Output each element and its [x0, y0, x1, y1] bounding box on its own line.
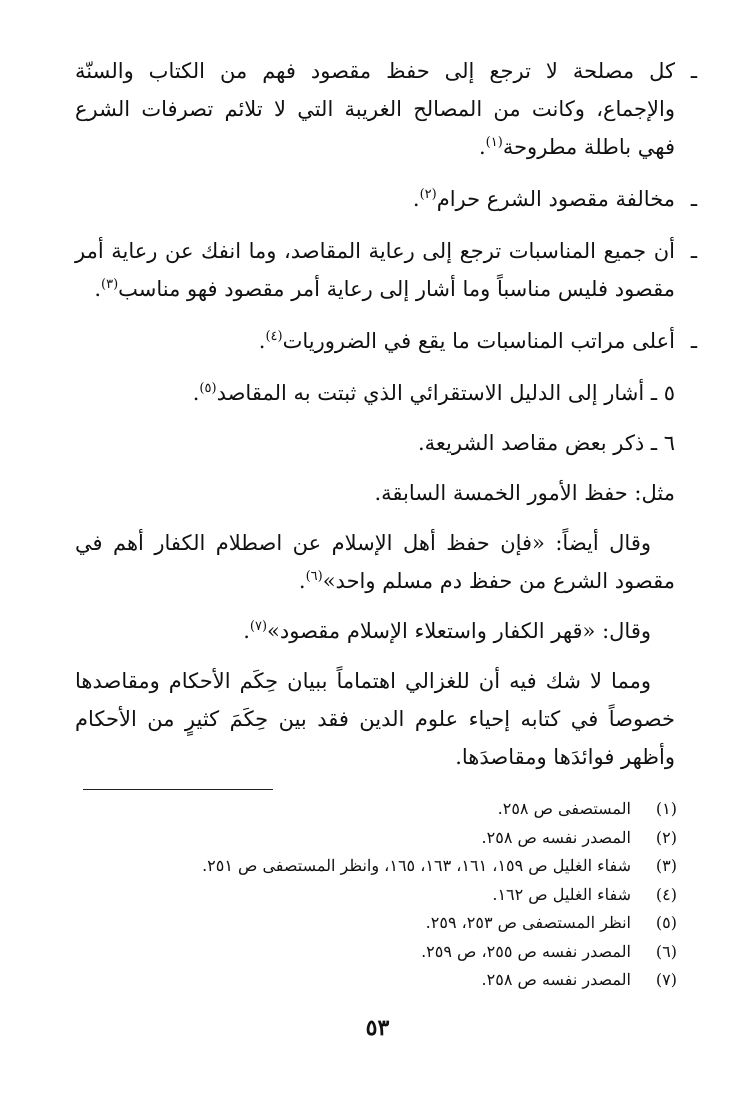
item-text: كل مصلحة لا ترجع إلى حفظ مقصود فهم من الكتاب والسنّة والإجماع، وكانت من المصالح الغريبة التي لا تلائم تصرفات الشرع فهي باطلة مطروحة [75, 59, 675, 159]
item-marker: ـ [690, 239, 698, 263]
footnote-number: (١) [655, 799, 677, 818]
footnote-text: المستصفى ص ٢٥٨. [497, 799, 631, 818]
item-marker: ـ [690, 59, 698, 83]
item-text: مخالفة مقصود الشرع حرام [436, 187, 675, 211]
item-end: . [192, 381, 200, 405]
item-text: أن جميع المناسبات ترجع إلى رعاية المقاصد، وما انفك عن رعاية أمر مقصود فليس مناسباً وما أشار إلى رعاية أمر مقصود فهو مناسب [75, 239, 675, 301]
item-text: أعلى مراتب المناسبات ما يقع في الضروريات [282, 329, 675, 353]
footnote-number: (٤) [655, 884, 677, 904]
list-item [75, 232, 698, 308]
footnote-text: شفاء الغليل ص ١٥٩، ١٦١، ١٦٣، ١٦٥، وانظر المستصفى ص ٢٥١. [202, 856, 631, 875]
footnote-number: (٣) [655, 856, 677, 875]
footnote-text: المصدر نفسه ص ٢٥٨. [481, 827, 631, 847]
item-end: . [478, 135, 486, 159]
quote-paragraph [75, 612, 675, 650]
footnote-text: المصدر نفسه ص ٢٥٨. [481, 970, 631, 989]
closing-paragraph: ومما لا شك فيه أن للغزالي اهتماماً ببيان حِكَم الأحكام ومقاصدها خصوصاً في كتابه إحياء علوم الدين فقد بين حِكَمَ كثيرٍ من الأحكام وأظهر فوائدَها ومقاصدَها. [75, 669, 675, 769]
item-end: . [258, 329, 266, 353]
footnote-ref: (٣) [101, 277, 119, 292]
footnotes [77, 795, 677, 995]
footnote-ref: (١) [485, 135, 503, 150]
footnote-ref: (٧) [249, 619, 268, 634]
footnote [77, 966, 677, 995]
item-end: . [298, 569, 306, 593]
numbered-item [75, 374, 675, 412]
list-item [75, 52, 698, 166]
quote-text: وقال: «قهر الكفار واستعلاء الإسلام مقصود» [267, 619, 651, 643]
footnote-text: انظر المستصفى ص ٢٥٣، ٢٥٩. [425, 913, 631, 932]
quote-paragraph [75, 524, 675, 600]
footnote-ref: (٤) [265, 329, 283, 344]
item-end: . [94, 277, 102, 301]
item-end: . [243, 619, 250, 643]
footnote-number: (٢) [655, 827, 677, 847]
footnote-text: المصدر نفسه ص ٢٥٥، ص ٢٥٩. [421, 941, 631, 961]
footnote [77, 852, 677, 881]
footnote [77, 795, 677, 824]
footnote [77, 938, 677, 967]
main-text [75, 52, 698, 788]
numbered-text: ٦ ـ ذكر بعض مقاصد الشريعة. [417, 431, 675, 455]
example-line: مثل: حفظ الأمور الخمسة السابقة. [374, 481, 675, 505]
footnote-number: (٥) [655, 913, 677, 932]
page-number: ٥٣ [365, 1015, 390, 1041]
footnote-ref: (٢) [419, 187, 437, 202]
footnote-number: (٧) [655, 970, 677, 989]
footnote-text: شفاء الغليل ص ١٦٢. [492, 884, 631, 904]
list-item [75, 322, 698, 360]
quote-text: وقال أيضاً: «فإن حفظ أهل الإسلام عن اصطلام الكفار أهم في مقصود الشرع من حفظ دم مسلم واحد» [75, 531, 675, 593]
footnote-ref: (٦) [305, 569, 323, 584]
footnote [77, 824, 677, 853]
footnote [77, 909, 677, 938]
footnote [77, 881, 677, 910]
footnote-number: (٦) [655, 941, 677, 961]
numbered-item [75, 424, 675, 462]
footnote-ref: (٥) [199, 381, 217, 396]
item-end: . [412, 187, 420, 211]
numbered-text: ٥ ـ أشار إلى الدليل الاستقرائي الذي ثبتت به المقاصد [216, 381, 675, 405]
item-marker: ـ [690, 329, 698, 353]
item-marker: ـ [690, 187, 698, 211]
footnote-divider [83, 789, 273, 790]
list-item [75, 180, 698, 218]
